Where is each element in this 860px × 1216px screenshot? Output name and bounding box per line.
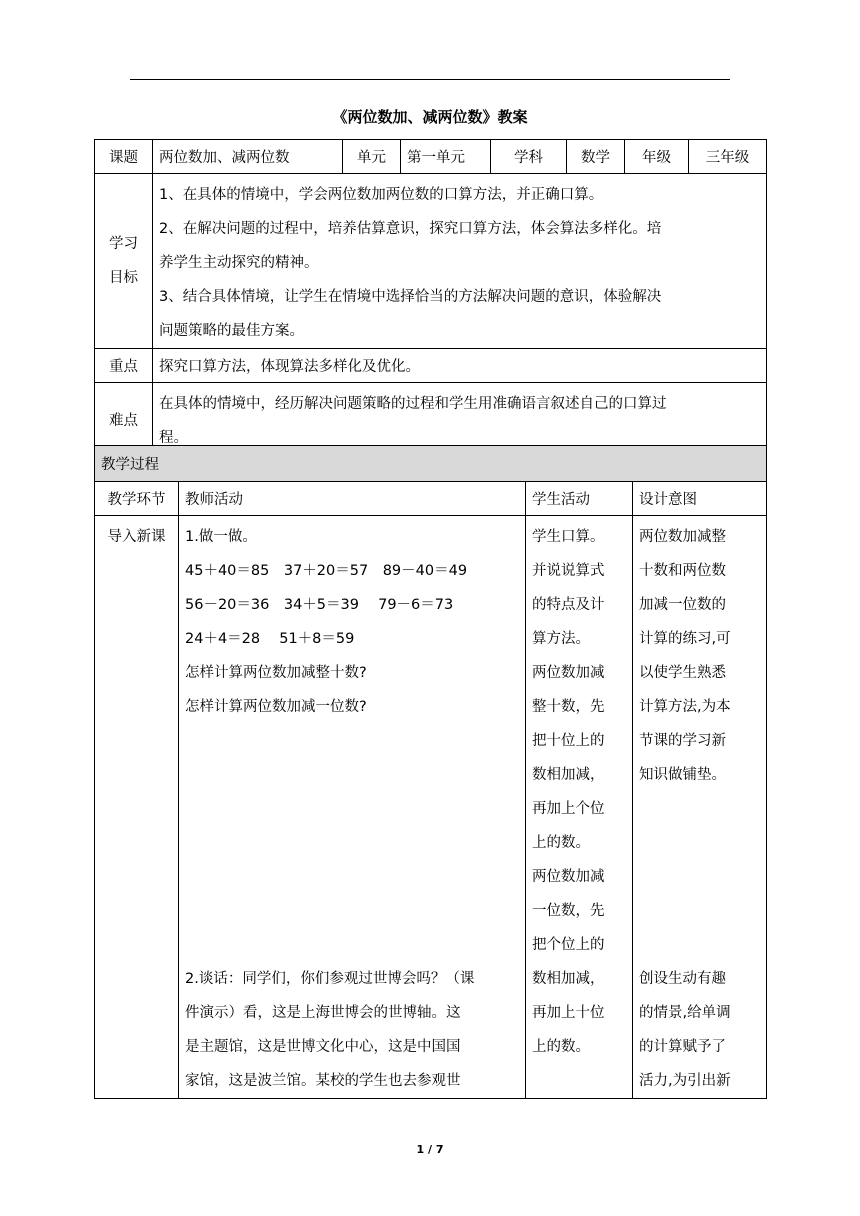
student-line: 学生口算。 — [532, 529, 605, 545]
goal-line: 3、结合具体情境，让学生在情境中选择恰当的方法解决问题的意识，体验解决 — [159, 289, 662, 305]
key-point-row — [95, 349, 767, 383]
process-heading-row — [95, 446, 767, 482]
subject-label: 学科 — [491, 140, 567, 174]
header-rule — [130, 79, 730, 80]
intent-line: 以使学生熟悉 — [639, 665, 726, 681]
teacher-line: 45＋40＝85 37＋20＝57 89－40＝49 — [185, 563, 468, 579]
student-line: 的特点及计 — [532, 597, 605, 613]
teacher-line: 家馆，这是波兰馆。某校的学生也去参观世 — [185, 1073, 461, 1089]
header-intent: 设计意图 — [633, 482, 767, 516]
student-line: 把个位上的 — [532, 937, 605, 953]
student-line: 数相加减， — [532, 971, 605, 987]
goals-row — [95, 174, 767, 349]
intent-line: 两位数加减整 — [639, 529, 726, 545]
student-line: 整十数，先 — [532, 699, 605, 715]
header-stage: 教学环节 — [95, 482, 179, 516]
lesson-info-table — [94, 139, 767, 456]
subject-value: 数学 — [567, 140, 625, 174]
process-header-row — [95, 482, 767, 516]
goal-line: 养学生主动探究的精神。 — [159, 255, 319, 271]
difficulty-label: 难点 — [95, 383, 153, 456]
process-heading: 教学过程 — [95, 446, 767, 482]
teacher-activity-cell — [179, 516, 526, 1099]
student-line: 并说说算式 — [532, 563, 605, 579]
difficulty-line: 在具体的情境中，经历解决问题策略的过程和学生用准确语言叙述自己的口算过 — [159, 396, 667, 412]
student-line: 一位数，先 — [532, 903, 605, 919]
student-line: 数相加减， — [532, 767, 605, 783]
goals-label-line-1: 学习 — [109, 236, 138, 252]
student-line: 把十位上的 — [532, 733, 605, 749]
teacher-line: 56－20＝36 34＋5＝39 79－6＝73 — [185, 597, 454, 613]
goal-line: 2、在解决问题的过程中，培养估算意识，探究口算方法，体会算法多样化。培 — [159, 221, 662, 237]
student-line: 两位数加减 — [532, 665, 605, 681]
page-number: 1 / 7 — [416, 1143, 444, 1156]
difficulty-line: 程。 — [159, 430, 188, 446]
grade-label: 年级 — [625, 140, 689, 174]
intent-line: 的情景,给单调 — [639, 1005, 731, 1021]
intent-line: 知识做铺垫。 — [639, 767, 726, 783]
teacher-line: 1.做一做。 — [185, 529, 257, 545]
lesson-value: 两位数加、减两位数 — [153, 140, 343, 174]
unit-value: 第一单元 — [401, 140, 491, 174]
process-row-intro — [95, 516, 767, 1099]
key-point-label: 重点 — [95, 349, 153, 383]
student-line: 再加上个位 — [532, 801, 605, 817]
lesson-label: 课题 — [95, 140, 153, 174]
spacer — [185, 724, 519, 962]
info-row — [95, 140, 767, 174]
grade-value: 三年级 — [689, 140, 767, 174]
header-student: 学生活动 — [526, 482, 633, 516]
student-line: 上的数。 — [532, 835, 590, 851]
teaching-process-table — [94, 445, 767, 1099]
teacher-line: 怎样计算两位数加减一位数? — [185, 699, 367, 715]
student-line: 两位数加减 — [532, 869, 605, 885]
student-activity-cell — [526, 516, 633, 1099]
student-line: 算方法。 — [532, 631, 590, 647]
intent-line: 节课的学习新 — [639, 733, 726, 749]
goals-label — [95, 174, 153, 349]
student-line: 上的数。 — [532, 1039, 590, 1055]
document-title: 《两位数加、减两位数》教案 — [332, 108, 528, 126]
stage-cell — [95, 516, 179, 1099]
design-intent-cell — [633, 516, 767, 1099]
spacer — [639, 792, 760, 962]
goals-content — [153, 174, 767, 349]
intent-line: 计算方法,为本 — [639, 699, 731, 715]
teacher-line: 2.谈话：同学们，你们参观过世博会吗？（课 — [185, 971, 475, 987]
stage-name: 导入新课 — [107, 529, 166, 545]
teacher-line: 怎样计算两位数加减整十数? — [185, 665, 367, 681]
goal-line: 1、在具体的情境中，学会两位数加两位数的口算方法，并正确口算。 — [159, 187, 604, 203]
teacher-line: 件演示）看，这是上海世博会的世博轴。这 — [185, 1005, 461, 1021]
intent-line: 创设生动有趣 — [639, 971, 726, 987]
intent-line: 加减一位数的 — [639, 597, 726, 613]
intent-line: 十数和两位数 — [639, 563, 726, 579]
goals-label-line-2: 目标 — [109, 270, 138, 286]
intent-line: 计算的练习,可 — [639, 631, 731, 647]
intent-line: 的计算赋予了 — [639, 1039, 726, 1055]
teacher-line: 24＋4＝28 51＋8＝59 — [185, 631, 355, 647]
goal-line: 问题策略的最佳方案。 — [159, 323, 304, 339]
teacher-line: 是主题馆，这是世博文化中心，这是中国国 — [185, 1039, 461, 1055]
intent-line: 活力,为引出新 — [639, 1073, 731, 1089]
key-point-text: 探究口算方法，体现算法多样化及优化。 — [153, 349, 767, 383]
header-teacher: 教师活动 — [179, 482, 526, 516]
unit-label: 单元 — [343, 140, 401, 174]
student-line: 再加上十位 — [532, 1005, 605, 1021]
